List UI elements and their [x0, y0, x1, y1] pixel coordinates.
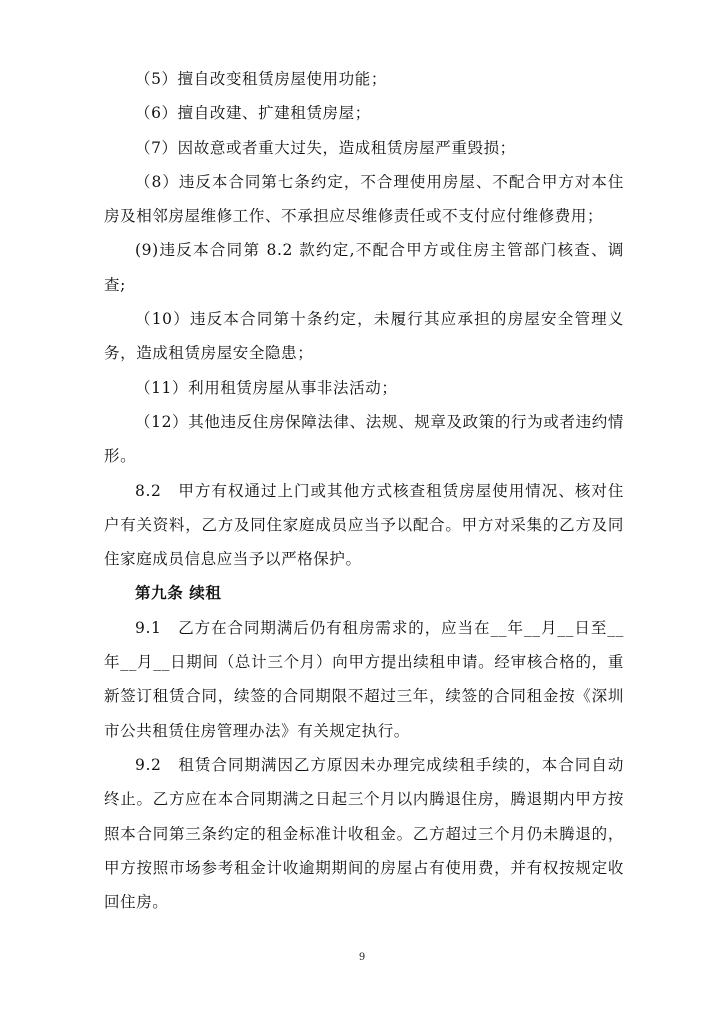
section-heading-renewal: 第九条 续租 — [135, 583, 222, 603]
clause-item-7: （7）因故意或者重大过失，造成租赁房屋严重毁损； — [135, 138, 516, 157]
clause-item-9: (9)违反本合同第 8.2 款约定,不配合甲方或住房主管部门核查、调查; — [104, 241, 624, 294]
clause-8-2: 8.2 甲方有权通过上门或其他方式核查租赁房屋使用情况、核对住户有关资料，乙方及同住家庭成员应当予以配合。甲方对采集的乙方及同住家庭成员信息应当予以严格保护。 — [104, 481, 624, 569]
clause-item-10: （10）违反本合同第十条约定，未履行其应承担的房屋安全管理义务，造成租赁房屋安全隐患； — [104, 310, 624, 363]
clause-item-11: （11）利用租赁房屋从事非法活动； — [135, 378, 398, 397]
clause-9-1: 9.1 乙方在合同期满后仍有租房需求的，应当在__年__月__日至__年__月__日期间（总计三个月）向甲方提出续租申请。经审核合格的，重新签订租赁合同，续签的合同期限不超过三年，续签的合同租金按《深圳市公共租赁住房管理办法》有关规定执行。 — [104, 618, 624, 740]
clause-item-8: （8）违反本合同第七条约定，不合理使用房屋、不配合甲方对本住房及相邻房屋维修工作、不承担应尽维修责任或不支付应付维修费用； — [104, 172, 624, 226]
clause-item-5: （5）擅自改变租赁房屋使用功能； — [135, 70, 387, 88]
clause-9-2: 9.2 租赁合同期满因乙方原因未办理完成续租手续的，本合同自动终止。乙方应在本合同期满之日起三个月以内腾退住房，腾退期内甲方按照本合同第三条约定的租金标准计收租金。乙方超过三个月仍未腾退的，甲方按照市场参考租金计收逾期期间的房屋占有使用费，并有权按规定收回住房。 — [104, 755, 624, 912]
clause-item-12: （12）其他违反住房保障法律、法规、规章及政策的行为或者违约情形。 — [104, 412, 624, 466]
document-body — [104, 62, 624, 919]
clause-item-6: （6）擅自改建、扩建租赁房屋； — [135, 104, 371, 123]
page-number: 9 — [358, 952, 366, 963]
